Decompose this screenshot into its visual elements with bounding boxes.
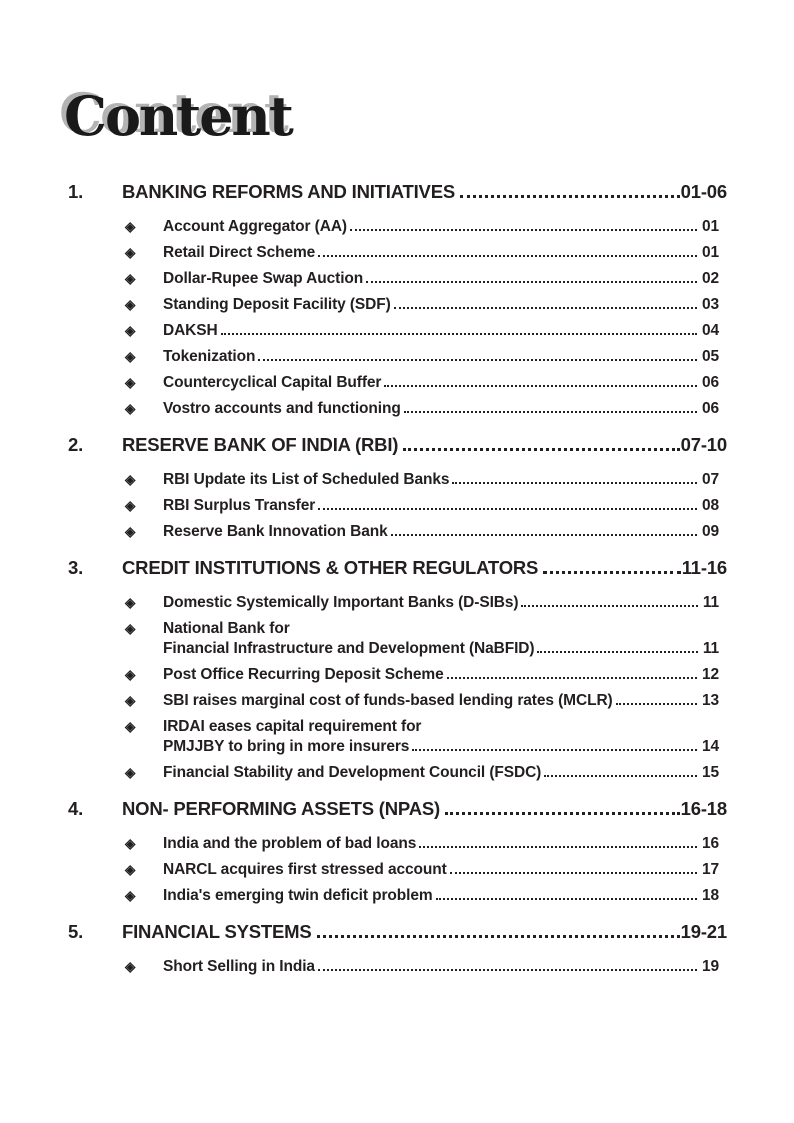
toc-section	[68, 556, 727, 783]
toc-item-label: Financial Infrastructure and Development (NaBFID)	[163, 640, 535, 657]
toc-item-body	[163, 665, 719, 685]
toc-item	[68, 269, 727, 289]
toc-item-body	[163, 860, 719, 880]
toc-item-lastline	[163, 347, 719, 367]
dot-leader	[403, 435, 679, 451]
toc-list	[68, 180, 727, 977]
dot-leader	[543, 558, 681, 574]
toc-item-label: Financial Stability and Development Council (FSDC)	[163, 764, 542, 781]
toc-item	[68, 321, 727, 341]
toc-item	[68, 399, 727, 419]
toc-item-body	[163, 619, 719, 659]
toc-item-body	[163, 593, 719, 613]
toc-item-label: Standing Deposit Facility (SDF)	[163, 296, 391, 313]
dot-leader	[460, 182, 680, 198]
dot-leader	[318, 497, 697, 510]
toc-item-label: IRDAI eases capital requirement for	[163, 718, 422, 735]
toc-item	[68, 763, 727, 783]
toc-item-body	[163, 763, 719, 783]
toc-item-page: 08	[701, 497, 719, 514]
section-page-range: 19-21	[680, 921, 727, 942]
toc-item-body	[163, 717, 719, 757]
toc-item-label: DAKSH	[163, 322, 218, 339]
toc-item-lastline	[163, 639, 719, 659]
toc-item-label: Reserve Bank Innovation Bank	[163, 523, 388, 540]
diamond-bullet-icon: ◈	[125, 765, 136, 780]
toc-item	[68, 470, 727, 490]
toc-item-body	[163, 496, 719, 516]
toc-section-heading	[68, 797, 727, 821]
dot-leader	[318, 244, 697, 257]
toc-item-body	[163, 470, 719, 490]
dot-leader	[616, 692, 697, 705]
dot-leader	[419, 835, 697, 848]
toc-item	[68, 243, 727, 263]
toc-item	[68, 717, 727, 757]
toc-item-lastline	[163, 763, 719, 783]
toc-item	[68, 496, 727, 516]
toc-item-lastline	[163, 295, 719, 315]
toc-item	[68, 593, 727, 613]
section-title: BANKING REFORMS AND INITIATIVES	[122, 181, 455, 202]
toc-item-page: 18	[701, 887, 719, 904]
toc-item-label: SBI raises marginal cost of funds-based lending rates (MCLR)	[163, 692, 613, 709]
toc-item	[68, 691, 727, 711]
dot-leader	[318, 958, 697, 971]
section-title: NON- PERFORMING ASSETS (NPAS)	[122, 798, 440, 819]
toc-item-lastline	[163, 269, 719, 289]
diamond-bullet-icon: ◈	[125, 862, 136, 877]
toc-item-page: 02	[701, 270, 719, 287]
page-title: Content	[64, 84, 292, 148]
toc-item	[68, 860, 727, 880]
toc-item-label: National Bank for	[163, 620, 290, 637]
toc-item-page: 16	[701, 835, 719, 852]
diamond-bullet-icon: ◈	[125, 498, 136, 513]
toc-item-body	[163, 347, 719, 367]
toc-item-page: 11	[702, 640, 719, 657]
toc-item	[68, 373, 727, 393]
toc-item	[68, 957, 727, 977]
toc-item-body	[163, 834, 719, 854]
section-number: 5.	[68, 921, 84, 942]
toc-item-page: 06	[701, 374, 719, 391]
diamond-bullet-icon: ◈	[125, 693, 136, 708]
section-page-range: 01-06	[680, 181, 727, 202]
toc-item	[68, 665, 727, 685]
dot-leader	[221, 322, 697, 335]
section-number: 2.	[68, 434, 84, 455]
toc-item-page: 01	[701, 244, 719, 261]
dot-leader	[436, 887, 697, 900]
diamond-bullet-icon: ◈	[125, 401, 136, 416]
toc-item-body	[163, 217, 719, 237]
section-number: 3.	[68, 557, 84, 578]
toc-item-body	[163, 269, 719, 289]
toc-item-page: 15	[701, 764, 719, 781]
diamond-bullet-icon: ◈	[125, 888, 136, 903]
toc-item-page: 12	[701, 666, 719, 683]
dot-leader	[452, 471, 697, 484]
diamond-bullet-icon: ◈	[125, 219, 136, 234]
toc-item-label: Short Selling in India	[163, 958, 315, 975]
dot-leader	[384, 374, 697, 387]
toc-item-label: India and the problem of bad loans	[163, 835, 417, 852]
toc-item-body	[163, 373, 719, 393]
section-page-range: 07-10	[680, 434, 727, 455]
toc-item-label: India's emerging twin deficit problem	[163, 887, 433, 904]
toc-item-label: Vostro accounts and functioning	[163, 400, 401, 417]
diamond-bullet-icon: ◈	[125, 245, 136, 260]
toc-section	[68, 797, 727, 906]
toc-item-lastline	[163, 957, 719, 977]
diamond-bullet-icon: ◈	[125, 836, 136, 851]
toc-item	[68, 886, 727, 906]
toc-item-lastline	[163, 321, 719, 341]
toc-item-lastline	[163, 399, 719, 419]
dot-leader	[445, 799, 680, 815]
diamond-bullet-icon: ◈	[125, 472, 136, 487]
diamond-bullet-icon: ◈	[125, 524, 136, 539]
section-title: RESERVE BANK OF INDIA (RBI)	[122, 434, 399, 455]
diamond-bullet-icon: ◈	[125, 323, 136, 338]
toc-item-page: 07	[701, 471, 719, 488]
toc-item-page: 03	[701, 296, 719, 313]
toc-item-page: 06	[701, 400, 719, 417]
diamond-bullet-icon: ◈	[125, 349, 136, 364]
dot-leader	[521, 594, 697, 607]
toc-item	[68, 522, 727, 542]
diamond-bullet-icon: ◈	[125, 595, 136, 610]
toc-item	[68, 217, 727, 237]
toc-item-page: 19	[701, 958, 719, 975]
toc-item-page: 01	[701, 218, 719, 235]
toc-item-lastline	[163, 691, 719, 711]
toc-item	[68, 295, 727, 315]
diamond-bullet-icon: ◈	[125, 719, 136, 734]
dot-leader	[450, 861, 697, 874]
dot-leader	[412, 738, 697, 751]
toc-item-page: 13	[701, 692, 719, 709]
toc-item-label: Tokenization	[163, 348, 256, 365]
diamond-bullet-icon: ◈	[125, 621, 136, 636]
toc-item-label: PMJJBY to bring in more insurers	[163, 738, 410, 755]
toc-item-body	[163, 691, 719, 711]
toc-item	[68, 834, 727, 854]
dot-leader	[537, 640, 697, 653]
toc-item-page: 14	[701, 738, 719, 755]
dot-leader	[404, 400, 697, 413]
toc-item-page: 09	[701, 523, 719, 540]
diamond-bullet-icon: ◈	[125, 375, 136, 390]
toc-item-label: Account Aggregator (AA)	[163, 218, 347, 235]
toc-item-lastline	[163, 373, 719, 393]
toc-item-body	[163, 957, 719, 977]
toc-item-lastline	[163, 665, 719, 685]
toc-item-page: 05	[701, 348, 719, 365]
toc-section	[68, 920, 727, 977]
toc-item-label: RBI Update its List of Scheduled Banks	[163, 471, 450, 488]
toc-item-body	[163, 243, 719, 263]
toc-item-body	[163, 321, 719, 341]
diamond-bullet-icon: ◈	[125, 667, 136, 682]
toc-item-page: 11	[702, 594, 719, 611]
diamond-bullet-icon: ◈	[125, 297, 136, 312]
section-page-range: 11-16	[681, 557, 727, 578]
toc-item-body	[163, 399, 719, 419]
diamond-bullet-icon: ◈	[125, 959, 136, 974]
toc-item-lastline	[163, 496, 719, 516]
toc-section-heading	[68, 433, 727, 457]
toc-item-label: RBI Surplus Transfer	[163, 497, 316, 514]
toc-item-lastline	[163, 217, 719, 237]
toc-section	[68, 433, 727, 542]
dot-leader	[394, 296, 697, 309]
toc-section	[68, 180, 727, 419]
section-page-range: 16-18	[680, 798, 727, 819]
toc-item-body	[163, 522, 719, 542]
toc-item-lastline	[163, 737, 719, 757]
toc-item-lastline	[163, 860, 719, 880]
dot-leader	[447, 666, 697, 679]
toc-item-body	[163, 295, 719, 315]
dot-leader	[366, 270, 697, 283]
section-number: 4.	[68, 798, 84, 819]
toc-item-label: Domestic Systemically Important Banks (D-SIBs)	[163, 594, 519, 611]
toc-item-label: Post Office Recurring Deposit Scheme	[163, 666, 444, 683]
diamond-bullet-icon: ◈	[125, 271, 136, 286]
toc-item-label: NARCL acquires first stressed account	[163, 861, 447, 878]
toc-item-label: Countercyclical Capital Buffer	[163, 374, 382, 391]
toc-section-heading	[68, 920, 727, 944]
toc-item	[68, 347, 727, 367]
toc-item-lastline	[163, 243, 719, 263]
toc-section-heading	[68, 556, 727, 580]
toc-item-label: Retail Direct Scheme	[163, 244, 316, 261]
section-title: CREDIT INSTITUTIONS & OTHER REGULATORS	[122, 557, 539, 578]
toc-item	[68, 619, 727, 659]
dot-leader	[258, 348, 697, 361]
toc-section-heading	[68, 180, 727, 204]
toc-item-lastline	[163, 522, 719, 542]
dot-leader	[391, 523, 697, 536]
toc-item-lastline	[163, 886, 719, 906]
toc-item-lastline	[163, 470, 719, 490]
toc-item-page: 04	[701, 322, 719, 339]
toc-item-lastline	[163, 593, 719, 613]
section-number: 1.	[68, 181, 84, 202]
toc-item-body	[163, 886, 719, 906]
dot-leader	[544, 764, 697, 777]
section-title: FINANCIAL SYSTEMS	[122, 921, 312, 942]
dot-leader	[317, 922, 680, 938]
toc-item-lastline	[163, 834, 719, 854]
dot-leader	[350, 218, 697, 231]
toc-item-page: 17	[701, 861, 719, 878]
toc-item-label: Dollar-Rupee Swap Auction	[163, 270, 364, 287]
